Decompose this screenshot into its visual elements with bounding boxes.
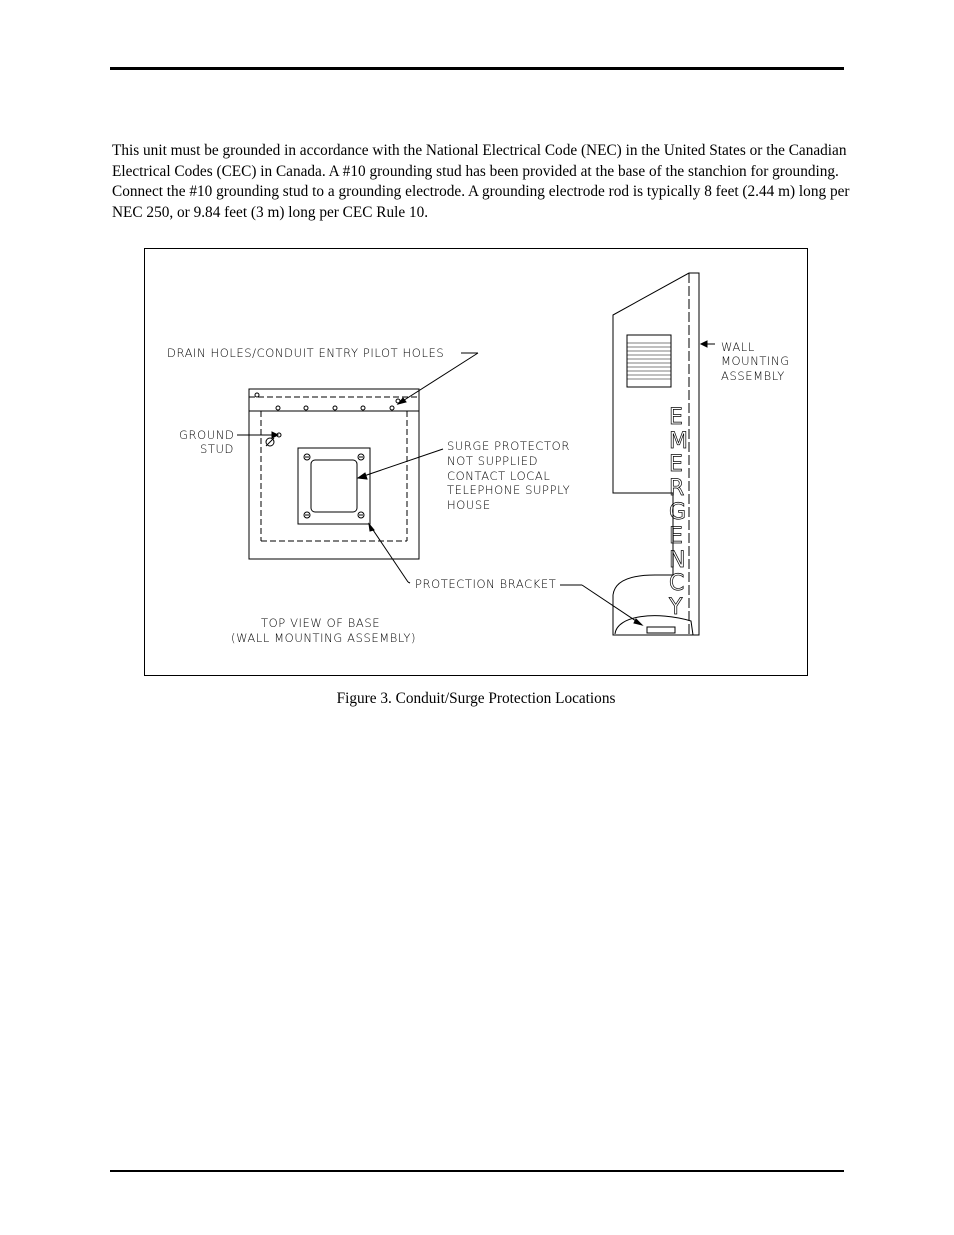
surge-leader	[358, 449, 443, 478]
emergency-letter: C	[669, 571, 685, 596]
wall-mounting-assembly	[613, 273, 699, 635]
figure-caption: Figure 3. Conduit/Surge Protection Locations	[336, 690, 616, 707]
emergency-letter: E	[669, 452, 683, 477]
ground-stud-label-line2: STUD	[200, 442, 234, 456]
emergency-letter: N	[669, 548, 686, 573]
emergency-letter: E	[669, 524, 683, 549]
grounding-paragraph: This unit must be grounded in accordance with the National Electrical Code (NEC) in the United States or the Canadian Electrical Codes (CEC) in Canada. A #10 grounding stud has been provided at the base of the stanchion for grounding. Connect the #10 grounding stud to a grounding electrode. A grounding electrode rod is typically 8 feet (2.44 m) long per NEC 250, or 9.84 feet (3 m) long per CEC Rule 10.	[112, 142, 850, 221]
ground-stud-label-line1: GROUND	[179, 428, 235, 442]
surge-label-line4: TELEPHONE SUPPLY	[447, 483, 571, 497]
top-view-label-line2: (WALL MOUNTING ASSEMBLY)	[231, 631, 417, 645]
surge-label-line1: SURGE PROTECTOR	[447, 439, 570, 453]
emergency-letter: M	[669, 429, 688, 454]
emergency-letter: Y	[669, 595, 683, 620]
wall-label-line3: ASSEMBLY	[721, 369, 785, 383]
footer-rule	[110, 1170, 844, 1172]
surge-label-line2: NOT SUPPLIED	[447, 454, 539, 468]
protection-bracket	[298, 448, 370, 524]
bracket-leader	[369, 524, 408, 582]
wall-label-line1: WALL	[721, 340, 755, 354]
emergency-letter: E	[669, 405, 683, 430]
figure-frame	[144, 248, 808, 676]
header-rule	[110, 67, 844, 70]
drain-holes	[255, 393, 400, 410]
drain-holes-label: DRAIN HOLES/CONDUIT ENTRY PILOT HOLES	[167, 346, 445, 360]
top-view-label-line1: TOP VIEW OF BASE	[261, 616, 381, 630]
surge-label-line3: CONTACT LOCAL	[447, 469, 551, 483]
bracket-label: PROTECTION BRACKET	[415, 577, 557, 591]
base-outline	[249, 389, 419, 559]
emergency-letter: G	[669, 500, 687, 525]
emergency-vertical-text	[668, 405, 688, 620]
conduit-surge-diagram	[145, 249, 809, 677]
surge-label-line5: HOUSE	[447, 498, 491, 512]
emergency-letter: R	[669, 476, 685, 501]
wall-label-line2: MOUNTING	[721, 354, 790, 368]
